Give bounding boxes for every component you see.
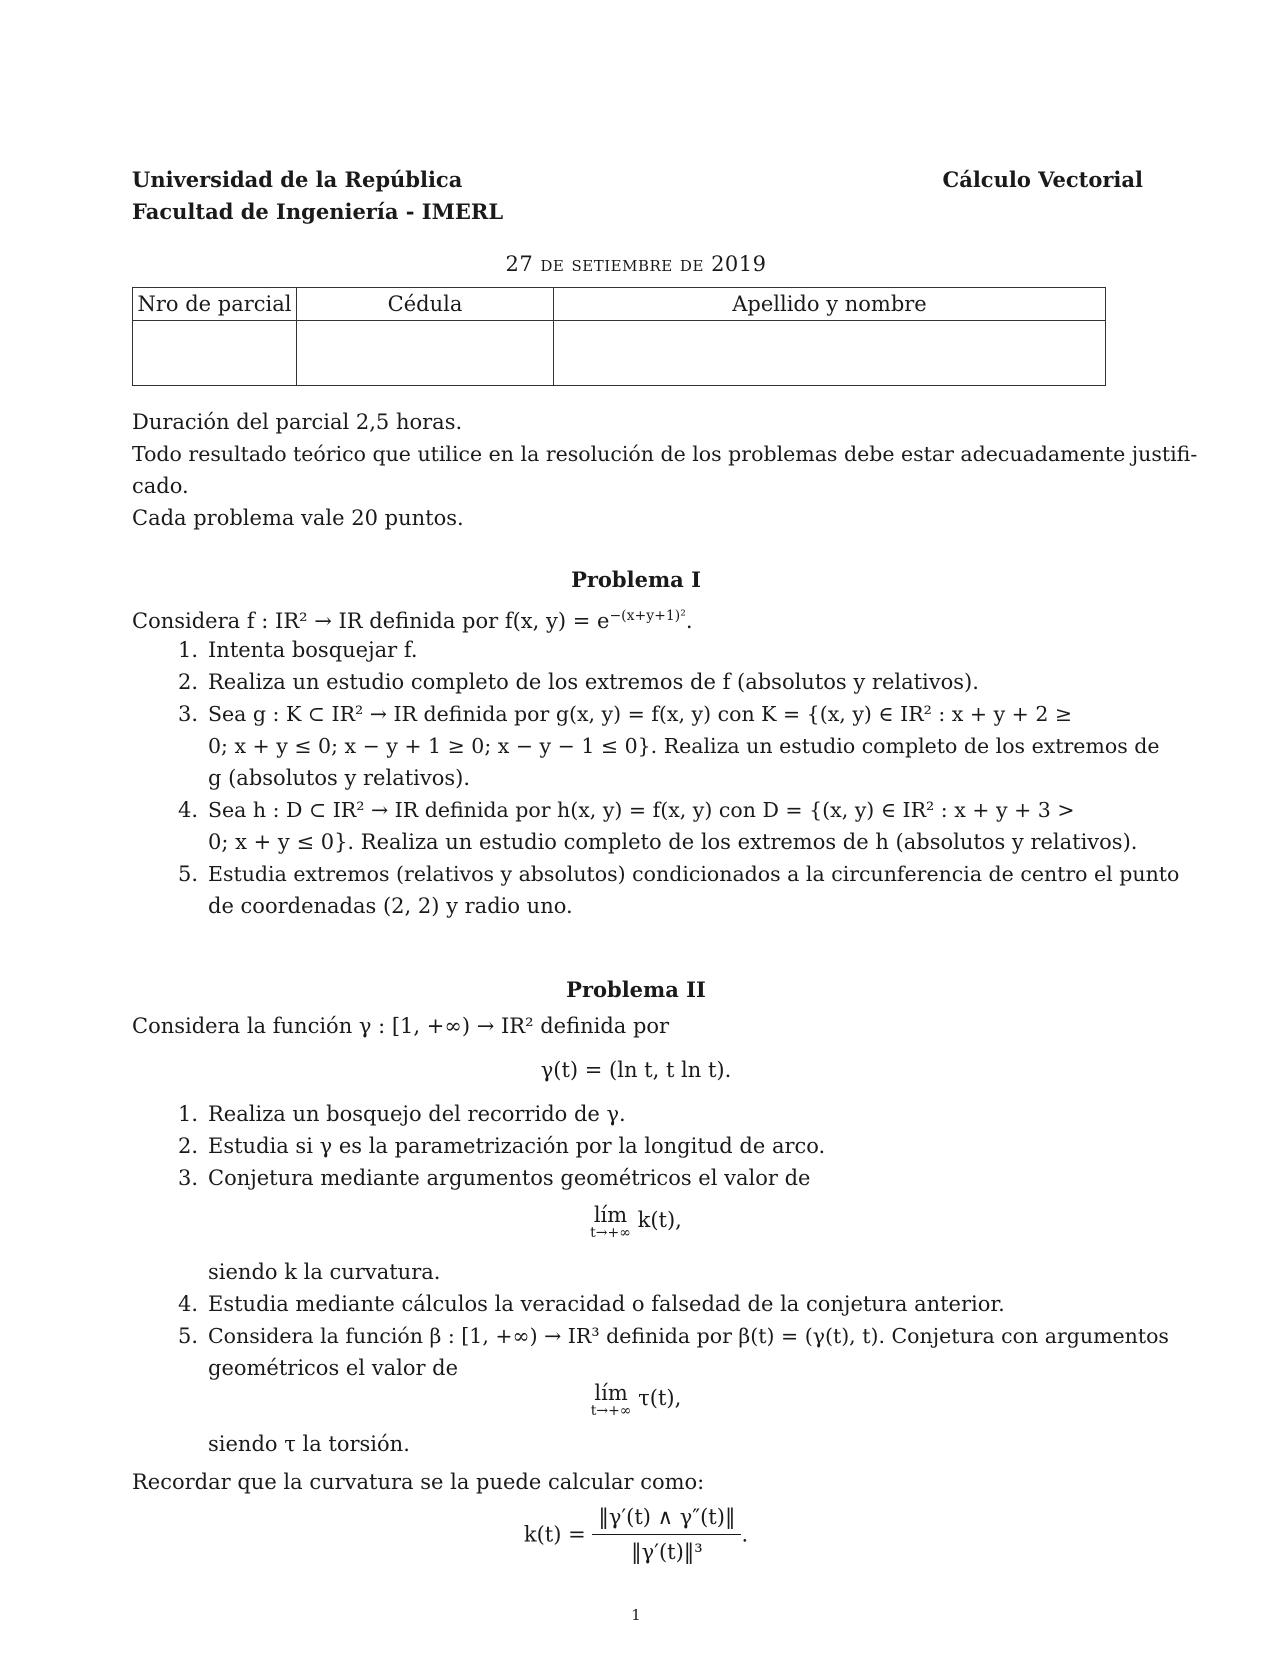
list-number: 3. [177,1166,198,1190]
p2-item-5-note: siendo τ la torsión. [208,1432,410,1456]
justification-text-cont: cado. [132,474,189,498]
full-name-cell[interactable] [554,321,1106,386]
limit-expression: τ(t), [638,1386,682,1410]
page-number: 1 [631,1606,641,1624]
p1-item-3-line-3: g (absolutos y relativos). [208,766,471,790]
list-number: 5. [177,862,198,886]
list-number: 1. [177,638,198,662]
list-number: 2. [177,1134,198,1158]
points-text: Cada problema vale 20 puntos. [132,506,464,530]
problem-1-intro-text: Considera f : IR² → IR definida por f(x, y) = e [132,609,610,633]
curvature-recall: Recordar que la curvatura se la puede calcular como: [132,1470,705,1494]
curvature-formula [0,1502,1272,1567]
list-number: 3. [177,702,198,726]
justification-text: Todo resultado teórico que utilice en la resolución de los problemas debe estar adecuadamente justifi- [132,442,1198,466]
list-number: 5. [177,1324,198,1348]
p2-item-3: Conjetura mediante argumentos geométricos el valor de [208,1166,811,1190]
formula-fraction [592,1502,741,1567]
problem-2-title: Problema II [566,977,706,1002]
p1-item-4-line-2: 0; x + y ≤ 0}. Realiza un estudio completo de los extremos de h (absolutos y relativos). [208,830,1138,854]
limit-torsion [0,1382,1272,1418]
problem-1-title: Problema I [571,567,701,592]
p2-item-1: Realiza un bosquejo del recorrido de γ. [208,1102,626,1126]
list-number: 4. [177,798,198,822]
p1-item-5-line-2: de coordenadas (2, 2) y radio uno. [208,894,573,918]
exam-number-cell[interactable] [133,321,297,386]
university-name: Universidad de la República [132,167,463,192]
header-id-number: Cédula [297,288,554,321]
exponent: −(x+y+1)² [609,608,686,624]
lim-word: lím [594,1381,628,1405]
p1-item-3-line-2: 0; x + y ≤ 0; x − y + 1 ≥ 0; x − y − 1 ≤ 0}. Realiza un estudio completo de los extremos de [208,734,1160,758]
list-number: 2. [177,670,198,694]
limit-curvature [0,1204,1272,1240]
faculty-name: Facultad de Ingeniería - IMERL [132,199,504,224]
student-id-table [132,287,1106,386]
lim-word: lím [593,1203,628,1227]
formula-denominator: ‖γ′(t)‖³ [631,1540,703,1564]
list-number: 4. [177,1292,198,1316]
course-name: Cálculo Vectorial [942,167,1143,192]
p2-item-2: Estudia si γ es la parametrización por la longitud de arco. [208,1134,826,1158]
lim-subscript: t→+∞ [590,1403,632,1419]
p1-item-2: Realiza un estudio completo de los extremos de f (absolutos y relativos). [208,670,979,694]
limit-operator [591,1382,632,1418]
p1-item-5-line-1: Estudia extremos (relativos y absolutos) condicionados a la circunferencia de centro el punto [208,862,1180,886]
p2-item-5-line-2: geométricos el valor de [208,1356,459,1380]
formula-lhs: k(t) = [523,1522,586,1547]
id-number-cell[interactable] [297,321,554,386]
limit-operator [590,1204,631,1240]
header-exam-number: Nro de parcial [133,288,297,321]
formula-numerator: ‖γ′(t) ∧ γ″(t)‖ [592,1502,741,1535]
problem-1-intro: Considera f : IR² → IR definida por f(x, $y) = e^{-(x+y+1)^2}$. [132,608,693,633]
duration-text: Duración del parcial 2,5 horas. [132,410,463,434]
problem-2-intro: Considera la función γ : [1, +∞) → IR² definida por [132,1014,670,1038]
formula-end: . [741,1522,749,1547]
gamma-definition: γ(t) = (ln t, t ln t). [540,1058,732,1082]
limit-expression: k(t), [637,1208,682,1232]
p1-item-1: Intenta bosquejar f. [208,638,418,662]
p1-item-4-line-1: Sea h : D ⊂ IR² → IR definida por h(x, y) = f(x, y) con D = {(x, y) ∈ IR² : x + y + 3 > [208,798,1075,822]
list-number: 1. [177,1102,198,1126]
p1-item-3-line-1: Sea g : K ⊂ IR² → IR definida por g(x, y) = f(x, y) con K = {(x, y) ∈ IR² : x + y + 2 ≥ [208,702,1073,726]
exam-date: 27 de setiembre de 2019 [505,252,767,276]
lim-subscript: t→+∞ [590,1225,631,1241]
header-full-name: Apellido y nombre [554,288,1106,321]
p2-item-3-note: siendo k la curvatura. [208,1260,441,1284]
p2-item-5-line-1: Considera la función β : [1, +∞) → IR³ definida por β(t) = (γ(t), t). Conjetura con argumentos [208,1324,1169,1348]
p2-item-4: Estudia mediante cálculos la veracidad o falsedad de la conjetura anterior. [208,1292,1005,1316]
